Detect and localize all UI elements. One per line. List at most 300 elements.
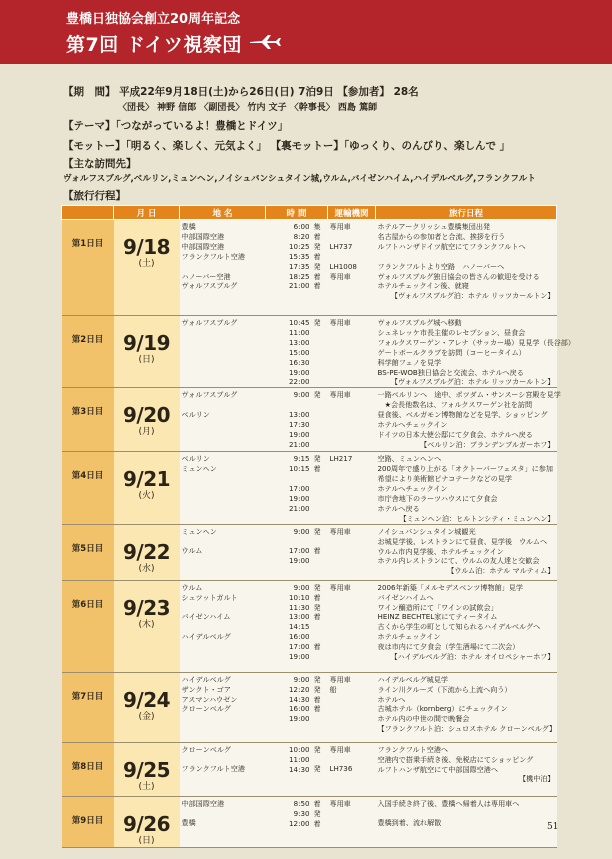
transport-value — [330, 252, 374, 262]
marks-cell — [312, 580, 328, 672]
marks-cell — [312, 388, 328, 452]
place-name: ベルリン — [181, 454, 210, 464]
time-value: 21:00 — [289, 439, 310, 449]
transport-cell — [328, 524, 376, 580]
arrival-departure-mark: 発 — [313, 674, 321, 684]
header-subtitle: 豊橋日独協会創立20周年記念 — [66, 12, 241, 27]
times-cell — [266, 220, 312, 316]
arrival-departure-mark: 着 — [313, 464, 321, 474]
time-value: 9:00 — [293, 390, 310, 400]
hotel-note: 【ハイデルベルグ泊：ホテル オイロペシャーホフ】 — [390, 652, 555, 662]
transport-value — [330, 232, 374, 242]
transport-value: 専用車 — [329, 390, 351, 400]
times-cell — [266, 388, 312, 452]
arrival-departure-mark: 着 — [313, 546, 321, 556]
schedule-item: 2006年新築「メルセデスベンツ博物館」見学 — [377, 582, 523, 592]
time-value: 6:00 — [293, 222, 310, 231]
arrival-departure-mark: 発 — [313, 744, 321, 754]
marks-cell — [312, 524, 328, 580]
place-name: 豊橋 — [181, 222, 196, 231]
schedule-item: 市庁舎地下のラーツハウスにて夕食会 — [377, 493, 498, 503]
header-place: 地 名 — [180, 206, 266, 220]
time-value: 17:00 — [289, 642, 310, 652]
header-date: 月 日 — [114, 206, 180, 220]
date-value: 9/23 — [122, 595, 171, 620]
schedule-item: ワイン醸造所にて「ワインの試飲会」 — [377, 602, 498, 612]
date-value: 9/22 — [122, 539, 171, 564]
transport-value: 専用車 — [329, 798, 351, 808]
header-banner — [0, 0, 612, 64]
times-cell — [266, 672, 312, 742]
schedule-item: 古城ホテル（kornberg）にチェックイン — [377, 704, 508, 714]
weekday-value: (月) — [138, 427, 155, 438]
leaders-line: 〈団長〉 神野 信郎 〈副団長〉 竹内 文子 〈幹事長〉 西島 篤師 — [118, 103, 378, 113]
transport-cell — [328, 220, 376, 316]
transport-value: LH1008 — [329, 261, 357, 271]
time-value: 17:35 — [289, 261, 310, 271]
transport-cell — [328, 796, 376, 847]
schedule-item: お城見学後、レストランにて昼食、見学後 ウルムへ — [377, 536, 548, 546]
place-name: ヴォルフスブルグ — [181, 390, 238, 400]
schedule-item: ホテルへチェックイン — [377, 420, 448, 430]
time-value: 17:30 — [289, 420, 310, 430]
date-value: 9/25 — [122, 757, 171, 782]
places-cell — [180, 388, 266, 452]
schedule-item: ヴォルフスブルグ独日協会の皆さんの歓迎を受ける — [377, 271, 540, 281]
schedule-item: 豊橋到着、流れ解散 — [377, 818, 442, 828]
arrival-departure-mark: 着 — [313, 818, 321, 828]
weekday-value: (木) — [138, 619, 155, 630]
date-value: 9/18 — [122, 235, 171, 259]
time-value — [268, 400, 310, 410]
transport-value: LH217 — [329, 454, 353, 464]
schedule-item: ライン川クルーズ（下流から上流へ向う） — [377, 684, 512, 694]
transport-cell — [328, 316, 376, 388]
time-value: 14:30 — [289, 764, 310, 774]
time-value: 12:20 — [289, 684, 310, 694]
schedule-cell — [376, 220, 557, 316]
place-name — [182, 809, 264, 819]
schedule-item: HEINZ BECHTEL家にてティータイム — [377, 612, 498, 622]
arrival-departure-mark: 着 — [313, 798, 321, 808]
weekday-value: (水) — [138, 563, 155, 574]
place-name: ハイデルベルグ — [181, 632, 231, 642]
arrival-departure-mark: 発 — [313, 582, 321, 592]
hotel-note: 【ミュンヘン泊：ヒルトンシティ・ミュンヘン】 — [399, 513, 555, 523]
date-value: 9/19 — [122, 331, 171, 355]
hotel-note: 【機中泊】 — [519, 774, 555, 784]
arrival-departure-mark: 発 — [313, 526, 321, 536]
time-value: 19:00 — [289, 493, 310, 503]
time-value: 14:15 — [289, 622, 310, 632]
page-number: 51 — [547, 822, 559, 832]
day-label: 第2日目 — [71, 335, 104, 345]
places-cell — [180, 316, 266, 388]
schedule-item: 空路、ミュンヘンへ — [377, 454, 442, 464]
table-row — [62, 316, 557, 388]
date-cell — [114, 316, 180, 388]
time-value: 22:00 — [289, 377, 310, 387]
itinerary-label: 【旅行行程】 — [63, 190, 126, 202]
hotel-note: 【ヴォルフスブルグ泊：ホテル リッツカールトン】 — [390, 291, 555, 301]
schedule-item: ウルム市内見学後、ホテルチェックイン — [377, 546, 504, 556]
day-label: 第9日目 — [71, 815, 104, 826]
schedule-item — [378, 809, 555, 819]
times-cell — [266, 742, 312, 796]
date-cell — [114, 580, 180, 672]
schedule-item: フランクフルト空港へ — [377, 744, 449, 754]
times-cell — [266, 796, 312, 847]
date-cell — [114, 796, 180, 847]
schedule-item: 希望により美術館ピナコテークなどの見学 — [377, 474, 512, 484]
time-value: 11:00 — [289, 327, 310, 337]
time-value: 19:00 — [289, 556, 310, 566]
table-row — [62, 796, 557, 847]
times-cell — [266, 580, 312, 672]
header-transport: 運輸機関 — [328, 206, 376, 220]
weekday-value: (日) — [138, 835, 155, 846]
place-name: ヴォルフスブルグ — [181, 318, 238, 327]
arrival-departure-mark: 発 — [313, 318, 321, 327]
schedule-item: ★会長他数名は、フォルクスワーゲン社を訪問 — [377, 400, 533, 410]
time-value: 10:00 — [289, 744, 310, 754]
time-value: 11:00 — [289, 754, 310, 764]
time-value: 21:00 — [289, 503, 310, 513]
day-cell — [62, 796, 114, 847]
schedule-item: 一路ベルリンへ 途中、ポツダム・サンスーシ宮殿を見学 — [377, 390, 561, 400]
table-row — [62, 580, 557, 672]
place-name: フランクフルト空港 — [181, 764, 245, 774]
hotel-note: 【ウルム泊：ホテル マルティム】 — [447, 566, 555, 576]
date-cell — [114, 742, 180, 796]
weekday-value: (金) — [138, 711, 155, 722]
weekday-value: (土) — [138, 259, 155, 269]
place-name: ハノーバー空港 — [181, 271, 231, 281]
schedule-cell — [376, 524, 557, 580]
time-value: 19:00 — [289, 652, 310, 662]
header-schedule: 旅行日程 — [376, 206, 557, 220]
place-name: ミュンヘン — [181, 464, 217, 474]
time-value: 11:30 — [289, 602, 310, 612]
date-cell — [114, 452, 180, 524]
transport-value: 専用車 — [329, 744, 351, 754]
theme-line: 【テーマ】「つながっているよ！豊橋とドイツ」 — [63, 120, 289, 132]
place-name: ウルム — [181, 582, 203, 592]
transport-cell — [328, 672, 376, 742]
place-name: シュツットガルト — [181, 592, 238, 602]
schedule-item: ルフトハンザドイツ航空にてフランクフルトへ — [377, 241, 526, 251]
marks-cell — [312, 672, 328, 742]
date-value: 9/26 — [122, 811, 171, 836]
time-value — [268, 474, 310, 484]
schedule-cell — [376, 796, 557, 847]
destinations-label: 【主な訪問先】 — [63, 158, 137, 170]
schedule-item: 古くから学生の町として知られるハイデルベルグへ — [377, 622, 541, 632]
schedule-item: 200周年で盛り上がる「オクトーバーフェスタ」に参加 — [377, 464, 553, 474]
time-value — [268, 537, 310, 547]
schedule-item: 科学館フェノを見学 — [377, 357, 442, 367]
transport-value: 専用車 — [329, 271, 351, 281]
time-value: 15:00 — [289, 347, 310, 357]
time-value: 13:00 — [289, 337, 310, 347]
arrival-departure-mark: 着 — [313, 231, 321, 241]
places-cell — [180, 524, 266, 580]
weekday-value: (日) — [138, 355, 155, 365]
arrival-departure-mark: 着 — [313, 694, 321, 704]
schedule-item: ホテルチェックイン後、就寝 — [377, 281, 469, 291]
arrival-departure-mark: 着 — [313, 612, 321, 622]
time-value: 21:00 — [289, 281, 310, 291]
table-row — [62, 742, 557, 796]
place-name: バイゼンハイム — [181, 612, 231, 622]
arrival-departure-mark — [314, 537, 326, 547]
airplane-icon — [248, 33, 282, 51]
time-value: 19:00 — [289, 367, 310, 377]
table-row — [62, 220, 557, 316]
schedule-item: ハイデルベルグ城見学 — [377, 674, 448, 684]
schedule-item: フォルクスワーゲン・アレナ（サッカー場）見見学（長谷部） — [377, 337, 575, 347]
time-value: 16:00 — [289, 632, 310, 642]
marks-cell — [312, 220, 328, 316]
transport-value: 専用車 — [329, 526, 351, 536]
time-value: 12:00 — [289, 818, 310, 828]
date-cell — [114, 672, 180, 742]
time-value: 9:15 — [293, 454, 310, 464]
schedule-item: ヴォルフスブルグ城へ移動 — [377, 318, 462, 327]
arrival-departure-mark: 発 — [313, 684, 321, 694]
transport-cell — [328, 388, 376, 452]
hotel-note: 【ヴォルフスブルグ泊：ホテル リッツカールトン】 — [390, 377, 555, 387]
time-value: 10:25 — [289, 241, 310, 251]
marks-cell — [312, 452, 328, 524]
marks-cell — [312, 316, 328, 388]
times-cell — [266, 452, 312, 524]
place-name: 中部国際空港 — [181, 231, 225, 241]
arrival-departure-mark: 着 — [313, 642, 321, 652]
time-value: 19:00 — [289, 714, 310, 724]
table-row — [62, 452, 557, 524]
day-label: 第7日目 — [71, 691, 104, 702]
schedule-item: ホテルへチェックイン — [377, 484, 448, 494]
schedule-cell — [376, 742, 557, 796]
place-name: クローンベルグ — [181, 704, 231, 714]
transport-value — [330, 755, 374, 765]
transport-cell — [328, 452, 376, 524]
day-label: 第5日目 — [71, 543, 104, 554]
hotel-note: 【フランクフルト泊：シュロスホテル クローンベルグ】 — [377, 724, 557, 734]
schedule-item: 夜は市内にて夕食会（学生酒場にて二次会） — [377, 642, 520, 652]
hotel-note: 【ベルリン泊：ブランデンブルガーホフ】 — [420, 439, 555, 449]
arrival-departure-mark: 発 — [313, 602, 321, 612]
arrival-departure-mark: 発 — [313, 390, 321, 400]
arrival-departure-mark — [314, 622, 326, 632]
schedule-item: ホテル内の中世の間で晩餐会 — [377, 714, 470, 724]
schedule-cell — [376, 316, 575, 388]
day-label: 第8日目 — [71, 761, 104, 772]
day-cell — [62, 742, 114, 796]
date-value: 9/20 — [122, 403, 171, 428]
time-value: 9:00 — [293, 526, 310, 536]
transport-value: 専用車 — [329, 222, 351, 231]
transport-value: 船 — [329, 684, 337, 694]
schedule-item: 名古屋からの参加者と合流、挨拶を行う — [377, 231, 506, 241]
place-name — [182, 400, 264, 410]
arrival-departure-mark: 発 — [313, 764, 321, 774]
place-name: アスマンハウゼン — [181, 694, 238, 704]
schedule-item: ホテルチェックイン — [377, 632, 441, 642]
time-value: 16:00 — [289, 704, 310, 714]
transport-value: 専用車 — [329, 582, 351, 592]
schedule-cell — [376, 580, 557, 672]
schedule-item: ホテルへ — [377, 694, 406, 704]
time-value: 9:00 — [293, 674, 310, 684]
schedule-item: ホテル内レストランにて、ウルムの友人達と交歓会 — [377, 556, 540, 566]
arrival-departure-mark: 着 — [313, 592, 321, 602]
schedule-cell — [376, 452, 557, 524]
motto-line: 【モットー】「明るく、楽しく、元気よく」 【裏モットー】「ゆっくり、のんびり、楽しんで 」 — [63, 140, 511, 152]
table-row — [62, 524, 557, 580]
time-value: 14:30 — [289, 694, 310, 704]
transport-cell — [328, 742, 376, 796]
day-cell — [62, 388, 114, 452]
schedule-item: ホテルへ戻る — [377, 503, 420, 513]
time-value: 16:30 — [289, 357, 310, 367]
place-name: 中部国際空港 — [181, 241, 225, 251]
place-name — [182, 262, 264, 272]
place-name: ベルリン — [181, 410, 210, 420]
time-value: 13:00 — [289, 410, 310, 420]
arrival-departure-mark: 着 — [313, 281, 321, 291]
schedule-item: ホテルアークリッシュ豊橋集団出発 — [377, 222, 491, 231]
period-line: 【期 間】 平成22年9月18日(土)から26日(日) 7泊9日 【参加者】 28名 — [63, 86, 419, 98]
time-value: 10:45 — [289, 318, 310, 327]
place-name: 豊橋 — [181, 818, 196, 828]
time-value: 19:00 — [289, 429, 310, 439]
arrival-departure-mark — [314, 755, 326, 765]
marks-cell — [312, 742, 328, 796]
day-cell — [62, 220, 114, 316]
schedule-item: 昼食後、ベルガモン博物館などを見学、ショッピング — [377, 410, 548, 420]
places-cell — [180, 452, 266, 524]
day-cell — [62, 672, 114, 742]
table-header-row — [62, 206, 557, 220]
place-name: クローンベルグ — [181, 744, 231, 754]
date-value: 9/24 — [122, 687, 171, 712]
schedule-item: バイゼンハイムへ — [377, 592, 434, 602]
arrival-departure-mark: 着 — [313, 251, 321, 261]
transport-value: 専用車 — [329, 318, 351, 327]
time-value: 10:15 — [289, 464, 310, 474]
arrival-departure-mark: 集 — [313, 222, 321, 231]
schedule-item: ルフトハンザ航空にて中部国際空港へ — [377, 764, 498, 774]
place-name — [182, 755, 264, 765]
transport-value — [330, 281, 374, 291]
schedule-item: シュネレッケ市長主催のレセプション、昼食会 — [377, 327, 526, 337]
arrival-departure-mark: 発 — [313, 261, 321, 271]
day-label: 第3日目 — [71, 407, 104, 418]
date-cell — [114, 524, 180, 580]
place-name: ヴォルフスブルグ — [181, 281, 238, 291]
schedule-cell — [376, 388, 561, 452]
date-cell — [114, 388, 180, 452]
transport-value: LH736 — [329, 764, 353, 774]
day-label: 第1日目 — [71, 239, 104, 249]
arrival-departure-mark: 発 — [313, 454, 321, 464]
date-cell — [114, 220, 180, 316]
transport-value: 専用車 — [329, 674, 351, 684]
places-cell — [180, 220, 266, 316]
transport-value: LH737 — [329, 241, 353, 251]
itinerary-table — [61, 205, 575, 848]
time-value: 18:25 — [289, 271, 310, 281]
date-value: 9/21 — [122, 467, 171, 492]
day-cell — [62, 524, 114, 580]
table-row — [62, 388, 557, 452]
schedule-item: ノイシュバンシュタイン城観光 — [377, 526, 476, 536]
day-cell — [62, 580, 114, 672]
schedule-cell — [376, 672, 557, 742]
destinations-list: ヴォルフスブルグ,ベルリン,ミュンヘン,ノイシュバンシュタイン城,ウルム,バイゼンハイム,ハイデルベルグ,フランクフルト — [63, 174, 536, 184]
schedule-item — [378, 252, 555, 262]
time-value: 17:00 — [289, 546, 310, 556]
header-title: 第7回 ドイツ視察団 — [66, 34, 242, 56]
transport-cell — [328, 580, 376, 672]
arrival-departure-mark — [314, 632, 326, 642]
place-name — [182, 622, 264, 632]
place-name: ザンクト・ゴア — [181, 684, 231, 694]
place-name: 中部国際空港 — [181, 798, 225, 808]
time-value: 13:00 — [289, 612, 310, 622]
time-value: 17:00 — [289, 484, 310, 494]
place-name: フランクフルト空港 — [181, 251, 245, 261]
arrival-departure-mark: 発 — [313, 241, 321, 251]
weekday-value: (火) — [138, 491, 155, 502]
place-name: ミュンヘン — [181, 526, 217, 536]
day-cell — [62, 316, 114, 388]
places-cell — [180, 796, 266, 847]
schedule-item: ドイツの日本大使公邸にて夕食会、ホテルへ戻る — [377, 429, 533, 439]
table-row — [62, 672, 557, 742]
schedule-item: 入国手続き終了後、豊橋へ帰着人は専用車へ — [377, 798, 520, 808]
place-name: ウルム — [181, 546, 203, 556]
arrival-departure-mark: 着 — [313, 704, 321, 714]
arrival-departure-mark: 発 — [313, 808, 321, 818]
schedule-item: フランクフルトより空路 ハノーバーへ — [377, 261, 505, 271]
place-name: ハイデルベルグ — [181, 674, 231, 684]
place-name — [182, 603, 264, 613]
day-label: 第6日目 — [71, 599, 104, 610]
arrival-departure-mark: 着 — [313, 271, 321, 281]
schedule-item: 空港内で搭乗手続き後、免税店にてショッピング — [377, 754, 534, 764]
weekday-value: (土) — [138, 781, 155, 792]
places-cell — [180, 742, 266, 796]
times-cell — [266, 316, 312, 388]
time-value: 10:10 — [289, 592, 310, 602]
header-day — [62, 206, 114, 220]
day-cell — [62, 452, 114, 524]
time-value: 9:00 — [293, 582, 310, 592]
day-label: 第4日目 — [71, 471, 104, 482]
time-value: 9:30 — [293, 808, 310, 818]
header-time: 時 間 — [266, 206, 328, 220]
schedule-item: BS-PE-WOB独日協会と交流会、ホテルへ戻る — [377, 367, 524, 377]
time-value: 8:50 — [293, 798, 310, 808]
time-value: 8:20 — [293, 231, 310, 241]
place-name — [182, 537, 264, 547]
schedule-item: ゲートボールクラブを訪問（コーヒータイム） — [377, 347, 526, 357]
places-cell — [180, 580, 266, 672]
time-value: 15:35 — [289, 251, 310, 261]
